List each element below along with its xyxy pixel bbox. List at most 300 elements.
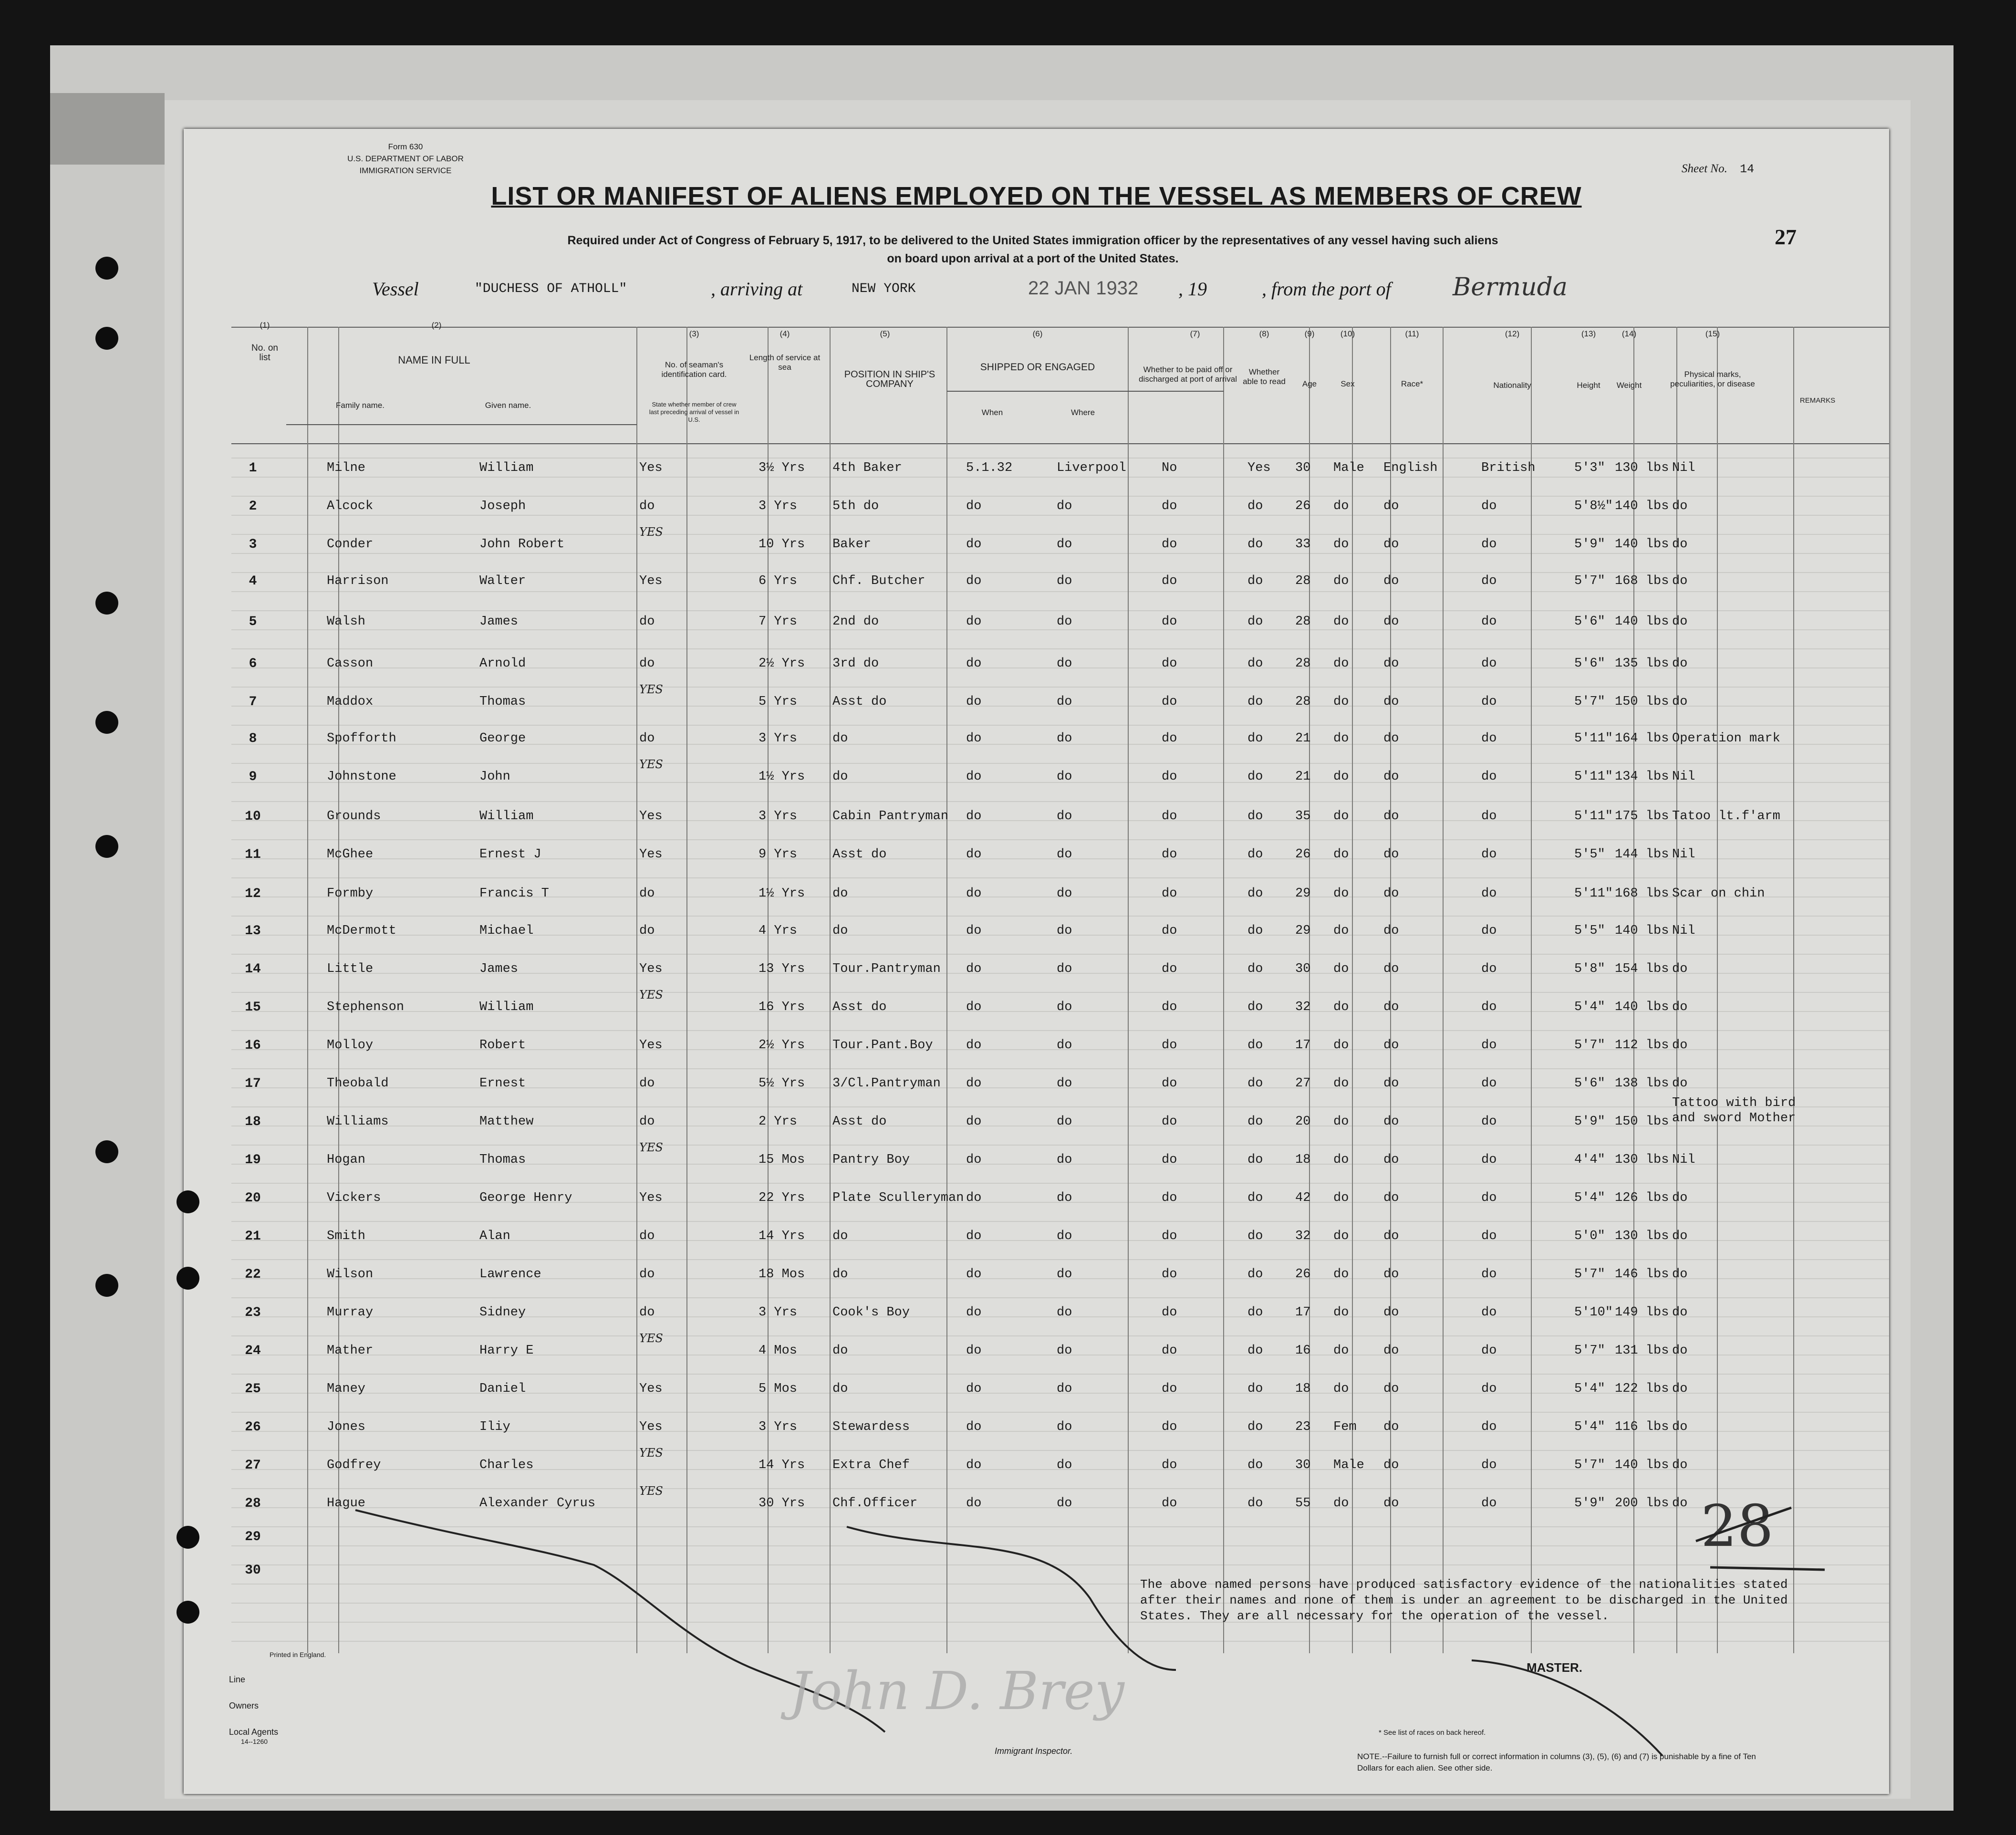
binder-hole bbox=[95, 1274, 118, 1297]
cell-nationality: do bbox=[1481, 886, 1497, 901]
owners-label: Owners bbox=[229, 1701, 259, 1710]
cell-given-name: Robert bbox=[479, 1038, 526, 1053]
cell-given-name: Lawrence bbox=[479, 1267, 541, 1282]
row-number: 13 bbox=[245, 924, 261, 938]
local-agents-label: Local Agents bbox=[229, 1727, 279, 1737]
cell-family-name: Williams bbox=[327, 1115, 389, 1129]
cell-height: 5'7" bbox=[1574, 1267, 1605, 1282]
cell-shipped-where: do bbox=[1057, 1191, 1072, 1205]
cell-shipped-where: do bbox=[1057, 1420, 1072, 1434]
cell-age: 30 bbox=[1295, 1458, 1311, 1472]
cell-length-of-service: 2 Yrs bbox=[759, 1115, 798, 1129]
cell-height: 5'4" bbox=[1574, 1191, 1605, 1205]
cell-given-name: Walter bbox=[479, 574, 526, 588]
col-13-number: (13) bbox=[1581, 329, 1596, 338]
cell-race: do bbox=[1383, 1229, 1399, 1243]
col-11-number: (11) bbox=[1405, 329, 1419, 338]
cell-sex: do bbox=[1333, 615, 1349, 629]
cell-shipped-where: do bbox=[1057, 1458, 1072, 1472]
cell-height: 5'3" bbox=[1574, 461, 1605, 475]
cell-race: do bbox=[1383, 1420, 1399, 1434]
cell-height: 5'11" bbox=[1574, 731, 1613, 746]
cell-family-name: Mather bbox=[327, 1344, 374, 1358]
cell-weight: 175 lbs bbox=[1615, 809, 1669, 824]
cell-given-name: Ernest bbox=[479, 1076, 526, 1091]
cell-family-name: Wilson bbox=[327, 1267, 374, 1282]
cell-race: do bbox=[1383, 770, 1399, 784]
col-6-number: (6) bbox=[1032, 329, 1043, 338]
cell-position: Stewardess bbox=[832, 1420, 910, 1434]
col-12-header: Nationality bbox=[1493, 381, 1531, 390]
cell-sex: do bbox=[1333, 770, 1349, 784]
col-8-number: (8) bbox=[1259, 329, 1269, 338]
cell-sex: do bbox=[1333, 924, 1349, 938]
cell-length-of-service: 3 Yrs bbox=[759, 1305, 798, 1320]
cell-seaman-card: do bbox=[639, 1305, 655, 1320]
cell-race: do bbox=[1383, 1191, 1399, 1205]
cell-age: 42 bbox=[1295, 1191, 1311, 1205]
cell-weight: 130 lbs bbox=[1615, 1229, 1669, 1243]
cell-given-name: William bbox=[479, 809, 534, 824]
cell-physical-marks: do bbox=[1672, 1382, 1688, 1396]
cell-able-to-read: do bbox=[1247, 1496, 1263, 1511]
cell-weight: 126 lbs bbox=[1615, 1191, 1669, 1205]
cell-physical-marks: do bbox=[1672, 657, 1688, 671]
cell-family-name: Hogan bbox=[327, 1153, 366, 1167]
page-number: 27 bbox=[1775, 225, 1797, 249]
cell-nationality: British bbox=[1481, 461, 1536, 475]
row-number: 3 bbox=[249, 537, 257, 552]
cell-shipped-when: 5.1.32 bbox=[966, 461, 1013, 475]
cell-given-name: John Robert bbox=[479, 537, 565, 552]
cell-shipped-where: do bbox=[1057, 962, 1072, 976]
cell-shipped-when: do bbox=[966, 537, 982, 552]
cell-sex: do bbox=[1333, 847, 1349, 862]
row-number: 2 bbox=[249, 499, 257, 514]
cell-weight: 138 lbs bbox=[1615, 1076, 1669, 1091]
cell-family-name: Hague bbox=[327, 1496, 366, 1511]
col-2-header: NAME IN FULL bbox=[398, 354, 470, 366]
cell-family-name: McDermott bbox=[327, 924, 396, 938]
cell-seaman-card: YES bbox=[639, 1484, 663, 1498]
cell-family-name: Casson bbox=[327, 657, 374, 671]
binder-hole bbox=[95, 327, 118, 350]
cell-shipped-when: do bbox=[966, 615, 982, 629]
cell-age: 26 bbox=[1295, 499, 1311, 513]
cell-able-to-read: do bbox=[1247, 695, 1263, 709]
year-prefix: , 19 bbox=[1178, 278, 1207, 300]
cell-shipped-when: do bbox=[966, 1115, 982, 1129]
row-number: 20 bbox=[245, 1191, 261, 1206]
cell-seaman-card: do bbox=[639, 499, 655, 513]
cell-family-name: Milne bbox=[327, 461, 366, 475]
col-6a-header: When bbox=[981, 408, 1003, 417]
cell-age: 26 bbox=[1295, 847, 1311, 862]
row-number: 17 bbox=[245, 1076, 261, 1091]
row-number: 12 bbox=[245, 886, 261, 901]
cell-race: do bbox=[1383, 615, 1399, 629]
penalty-note: NOTE.--Failure to furnish full or correct information in columns (3), (5), (6) and (7) is punishable by a fine of Ten Dollars for each alien. See other side. bbox=[1357, 1752, 1756, 1772]
cell-shipped-when: do bbox=[966, 1344, 982, 1358]
cell-shipped-where: do bbox=[1057, 537, 1072, 552]
cell-physical-marks: do bbox=[1672, 1344, 1688, 1358]
cell-nationality: do bbox=[1481, 1191, 1497, 1205]
cell-position: Chf.Officer bbox=[832, 1496, 918, 1511]
cell-weight: 150 lbs bbox=[1615, 1115, 1669, 1129]
inspector-signature: John D. Brey bbox=[790, 1660, 1124, 1721]
cell-able-to-read: do bbox=[1247, 499, 1263, 513]
department-name: U.S. DEPARTMENT OF LABOR bbox=[347, 154, 464, 163]
binder-hole bbox=[95, 257, 118, 280]
cell-paid-off: do bbox=[1162, 1115, 1177, 1129]
cell-paid-off: do bbox=[1162, 809, 1177, 824]
cell-shipped-where: do bbox=[1057, 924, 1072, 938]
cell-able-to-read: do bbox=[1247, 731, 1263, 746]
cell-seaman-card: do bbox=[639, 924, 655, 938]
cell-nationality: do bbox=[1481, 1267, 1497, 1282]
cell-shipped-where: do bbox=[1057, 1344, 1072, 1358]
cell-race: do bbox=[1383, 1344, 1399, 1358]
cell-able-to-read: do bbox=[1247, 962, 1263, 976]
cell-given-name: Matthew bbox=[479, 1115, 534, 1129]
cell-seaman-card: Yes bbox=[639, 962, 663, 976]
cell-able-to-read: do bbox=[1247, 1344, 1263, 1358]
cell-position: Extra Chef bbox=[832, 1458, 910, 1472]
binder-hole bbox=[177, 1601, 199, 1624]
cell-nationality: do bbox=[1481, 574, 1497, 588]
sheet-number-value: 14 bbox=[1740, 162, 1755, 176]
cell-shipped-when: do bbox=[966, 574, 982, 588]
cell-height: 5'8½" bbox=[1574, 499, 1613, 513]
cell-position: Tour.Pantryman bbox=[832, 962, 941, 976]
cell-able-to-read: Yes bbox=[1247, 461, 1271, 475]
cell-age: 17 bbox=[1295, 1038, 1311, 1053]
cell-paid-off: do bbox=[1162, 1229, 1177, 1243]
cell-height: 5'7" bbox=[1574, 1458, 1605, 1472]
row-number: 14 bbox=[245, 962, 261, 977]
cell-position: do bbox=[832, 1382, 848, 1396]
cell-position: Baker bbox=[832, 537, 872, 552]
cell-able-to-read: do bbox=[1247, 1038, 1263, 1053]
cell-weight: 112 lbs bbox=[1615, 1038, 1669, 1053]
cell-length-of-service: 6 Yrs bbox=[759, 574, 798, 588]
cell-race: do bbox=[1383, 847, 1399, 862]
cell-paid-off: do bbox=[1162, 499, 1177, 513]
cell-given-name: Iliy bbox=[479, 1420, 510, 1434]
cell-paid-off: do bbox=[1162, 1000, 1177, 1014]
row-number: 5 bbox=[249, 615, 257, 629]
cell-family-name: Smith bbox=[327, 1229, 366, 1243]
cell-weight: 140 lbs bbox=[1615, 924, 1669, 938]
cell-race: do bbox=[1383, 1153, 1399, 1167]
vessel-label: Vessel bbox=[372, 278, 419, 300]
cell-seaman-card: YES bbox=[639, 758, 663, 771]
row-number: 21 bbox=[245, 1229, 261, 1244]
cell-seaman-card: do bbox=[639, 657, 655, 671]
cell-physical-marks: Nil bbox=[1672, 1153, 1695, 1167]
cell-physical-marks: Nil bbox=[1672, 461, 1695, 475]
cell-length-of-service: 3 Yrs bbox=[759, 731, 798, 746]
cell-nationality: do bbox=[1481, 1344, 1497, 1358]
cell-nationality: do bbox=[1481, 1458, 1497, 1472]
cell-age: 28 bbox=[1295, 657, 1311, 671]
cell-length-of-service: 15 Mos bbox=[759, 1153, 805, 1167]
cell-position: Asst do bbox=[832, 1000, 887, 1014]
cell-age: 18 bbox=[1295, 1382, 1311, 1396]
cell-family-name: Harrison bbox=[327, 574, 389, 588]
col-4-number: (4) bbox=[779, 329, 790, 338]
cell-physical-marks: Scar on chin bbox=[1672, 886, 1765, 901]
row-number: 16 bbox=[245, 1038, 261, 1053]
cell-height: 5'5" bbox=[1574, 924, 1605, 938]
manifest-grid bbox=[231, 327, 1889, 1653]
cell-shipped-when: do bbox=[966, 1076, 982, 1091]
cell-physical-marks: do bbox=[1672, 1267, 1688, 1282]
cell-length-of-service: 22 Yrs bbox=[759, 1191, 805, 1205]
col-13-header: Height bbox=[1577, 381, 1600, 390]
cell-race: do bbox=[1383, 657, 1399, 671]
cell-race: do bbox=[1383, 731, 1399, 746]
cell-seaman-card: do bbox=[639, 1115, 655, 1129]
cell-height: 5'6" bbox=[1574, 615, 1605, 629]
row-number: 27 bbox=[245, 1458, 261, 1473]
binder-hole bbox=[177, 1190, 199, 1213]
cell-height: 5'7" bbox=[1574, 1038, 1605, 1053]
cell-family-name: Murray bbox=[327, 1305, 374, 1320]
form-code: 14--1260 bbox=[241, 1738, 268, 1745]
cell-shipped-where: do bbox=[1057, 1000, 1072, 1014]
cell-age: 17 bbox=[1295, 1305, 1311, 1320]
cell-physical-marks: do bbox=[1672, 1229, 1688, 1243]
cell-position: 5th do bbox=[832, 499, 879, 513]
cell-position: do bbox=[832, 731, 848, 746]
cell-seaman-card: do bbox=[639, 886, 655, 901]
cell-sex: Male bbox=[1333, 1458, 1364, 1472]
cell-given-name: William bbox=[479, 1000, 534, 1014]
col-7-number: (7) bbox=[1190, 329, 1200, 338]
remarks-header: REMARKS bbox=[1799, 396, 1836, 405]
cell-race: do bbox=[1383, 809, 1399, 824]
cell-nationality: do bbox=[1481, 809, 1497, 824]
cell-paid-off: do bbox=[1162, 924, 1177, 938]
cell-seaman-card: do bbox=[639, 615, 655, 629]
subtitle-line-1: Required under Act of Congress of February 5, 1917, to be delivered to the United States immigration officer by the representatives of any vessel having such aliens bbox=[567, 234, 1498, 247]
cell-nationality: do bbox=[1481, 847, 1497, 862]
cell-age: 23 bbox=[1295, 1420, 1311, 1434]
cell-age: 33 bbox=[1295, 537, 1311, 552]
cell-shipped-where: do bbox=[1057, 499, 1072, 513]
col-15-number: (15) bbox=[1705, 329, 1720, 338]
master-label: MASTER. bbox=[1527, 1660, 1582, 1675]
cell-family-name: Walsh bbox=[327, 615, 366, 629]
cell-age: 27 bbox=[1295, 1076, 1311, 1091]
cell-able-to-read: do bbox=[1247, 924, 1263, 938]
cell-shipped-when: do bbox=[966, 770, 982, 784]
row-number: 18 bbox=[245, 1115, 261, 1129]
cell-given-name: Francis T bbox=[479, 886, 549, 901]
cell-sex: Male bbox=[1333, 461, 1364, 475]
cell-weight: 149 lbs bbox=[1615, 1305, 1669, 1320]
cell-sex: do bbox=[1333, 1191, 1349, 1205]
cell-length-of-service: 16 Yrs bbox=[759, 1000, 805, 1014]
cell-age: 32 bbox=[1295, 1229, 1311, 1243]
cell-sex: do bbox=[1333, 1076, 1349, 1091]
col-11-header: Race* bbox=[1401, 379, 1424, 388]
cell-seaman-card: YES bbox=[639, 1332, 663, 1345]
cell-shipped-when: do bbox=[966, 657, 982, 671]
cell-nationality: do bbox=[1481, 1038, 1497, 1053]
row-number: 22 bbox=[245, 1267, 261, 1282]
cell-weight: 131 lbs bbox=[1615, 1344, 1669, 1358]
races-note: * See list of races on back hereof. bbox=[1379, 1729, 1486, 1737]
cell-position: Asst do bbox=[832, 1115, 887, 1129]
cell-length-of-service: 3½ Yrs bbox=[759, 461, 805, 475]
cell-paid-off: do bbox=[1162, 574, 1177, 588]
col-10-number: (10) bbox=[1340, 329, 1355, 338]
cell-race: do bbox=[1383, 1496, 1399, 1511]
cell-able-to-read: do bbox=[1247, 770, 1263, 784]
cell-length-of-service: 10 Yrs bbox=[759, 537, 805, 552]
cell-physical-marks: Nil bbox=[1672, 770, 1695, 784]
cell-paid-off: do bbox=[1162, 615, 1177, 629]
binder-hole bbox=[95, 1140, 118, 1163]
cell-length-of-service: 3 Yrs bbox=[759, 499, 798, 513]
row-number: 24 bbox=[245, 1344, 261, 1358]
cell-position: 2nd do bbox=[832, 615, 879, 629]
cell-given-name: Alexander Cyrus bbox=[479, 1496, 596, 1511]
page-title: LIST OR MANIFEST OF ALIENS EMPLOYED ON THE VESSEL AS MEMBERS OF CREW bbox=[491, 182, 1582, 210]
cell-family-name: Jones bbox=[327, 1420, 366, 1434]
cell-seaman-card: do bbox=[639, 731, 655, 746]
cell-weight: 200 lbs bbox=[1615, 1496, 1669, 1511]
cell-sex: Fem bbox=[1333, 1420, 1357, 1434]
cell-race: English bbox=[1383, 461, 1438, 475]
cell-position: do bbox=[832, 886, 848, 901]
cell-shipped-where: do bbox=[1057, 1382, 1072, 1396]
cell-physical-marks: do bbox=[1672, 1038, 1688, 1053]
cell-sex: do bbox=[1333, 1305, 1349, 1320]
col-6b-header: Where bbox=[1070, 408, 1095, 417]
cell-weight: 122 lbs bbox=[1615, 1382, 1669, 1396]
cell-shipped-where: do bbox=[1057, 886, 1072, 901]
cell-given-name: Harry E bbox=[479, 1344, 534, 1358]
cell-height: 5'11" bbox=[1574, 770, 1613, 784]
cell-given-name: Joseph bbox=[479, 499, 526, 513]
cell-length-of-service: 5½ Yrs bbox=[759, 1076, 805, 1091]
cell-race: do bbox=[1383, 1267, 1399, 1282]
cell-shipped-where: do bbox=[1057, 1076, 1072, 1091]
col-3-header: No. of seaman's identification card. bbox=[661, 360, 727, 379]
cell-age: 20 bbox=[1295, 1115, 1311, 1129]
cell-shipped-where: do bbox=[1057, 1038, 1072, 1053]
binder-hole bbox=[95, 835, 118, 858]
cell-age: 30 bbox=[1295, 461, 1311, 475]
cell-physical-marks: do bbox=[1672, 574, 1688, 588]
cell-height: 5'4" bbox=[1574, 1000, 1605, 1014]
cell-age: 21 bbox=[1295, 731, 1311, 746]
cell-position: Plate Sculleryman bbox=[832, 1191, 964, 1205]
cell-able-to-read: do bbox=[1247, 809, 1263, 824]
cell-position: 3/Cl.Pantryman bbox=[832, 1076, 941, 1091]
cell-age: 18 bbox=[1295, 1153, 1311, 1167]
cell-able-to-read: do bbox=[1247, 1076, 1263, 1091]
cell-able-to-read: do bbox=[1247, 1153, 1263, 1167]
cell-nationality: do bbox=[1481, 770, 1497, 784]
cell-able-to-read: do bbox=[1247, 1420, 1263, 1434]
cell-nationality: do bbox=[1481, 657, 1497, 671]
cell-race: do bbox=[1383, 1115, 1399, 1129]
cell-seaman-card: Yes bbox=[639, 461, 663, 475]
cell-given-name: Michael bbox=[479, 924, 534, 938]
cell-paid-off: do bbox=[1162, 1153, 1177, 1167]
cell-sex: do bbox=[1333, 1115, 1349, 1129]
cell-race: do bbox=[1383, 1458, 1399, 1472]
cell-shipped-when: do bbox=[966, 1382, 982, 1396]
cell-length-of-service: 14 Yrs bbox=[759, 1458, 805, 1472]
cell-seaman-card: YES bbox=[639, 525, 663, 539]
cell-paid-off: do bbox=[1162, 1382, 1177, 1396]
cell-sex: do bbox=[1333, 1382, 1349, 1396]
cell-shipped-where: do bbox=[1057, 615, 1072, 629]
cell-sex: do bbox=[1333, 962, 1349, 976]
cell-seaman-card: YES bbox=[639, 683, 663, 696]
cell-shipped-when: do bbox=[966, 1153, 982, 1167]
cell-age: 16 bbox=[1295, 1344, 1311, 1358]
cell-physical-marks: do bbox=[1672, 1000, 1688, 1014]
cell-paid-off: do bbox=[1162, 1267, 1177, 1282]
row-number: 19 bbox=[245, 1153, 261, 1168]
cell-position: Chf. Butcher bbox=[832, 574, 925, 588]
cell-age: 29 bbox=[1295, 924, 1311, 938]
cell-sex: do bbox=[1333, 886, 1349, 901]
cell-length-of-service: 9 Yrs bbox=[759, 847, 798, 862]
cell-paid-off: do bbox=[1162, 1496, 1177, 1511]
cell-shipped-when: do bbox=[966, 886, 982, 901]
cell-shipped-when: do bbox=[966, 695, 982, 709]
cell-sex: do bbox=[1333, 1000, 1349, 1014]
cell-paid-off: do bbox=[1162, 537, 1177, 552]
cell-length-of-service: 30 Yrs bbox=[759, 1496, 805, 1511]
cell-physical-marks: do bbox=[1672, 1496, 1688, 1511]
cell-given-name: Thomas bbox=[479, 1153, 526, 1167]
row-number: 6 bbox=[249, 657, 257, 671]
col-2a-header: Family name. bbox=[335, 401, 385, 410]
cell-sex: do bbox=[1333, 537, 1349, 552]
cell-shipped-where: do bbox=[1057, 731, 1072, 746]
cell-seaman-card: do bbox=[639, 1229, 655, 1243]
cell-weight: 140 lbs bbox=[1615, 615, 1669, 629]
cell-weight: 168 lbs bbox=[1615, 886, 1669, 901]
cell-paid-off: do bbox=[1162, 1076, 1177, 1091]
col-3-note: State whether member of crew last preceding arrival of vessel in U.S. bbox=[649, 401, 739, 423]
sheet-number-label: Sheet No. bbox=[1682, 162, 1727, 175]
cell-shipped-where: do bbox=[1057, 1115, 1072, 1129]
binder-hole bbox=[95, 711, 118, 734]
col-8-header: Whether able to read bbox=[1243, 367, 1286, 386]
cell-seaman-card: Yes bbox=[639, 809, 663, 824]
row-number: 29 bbox=[245, 1530, 261, 1544]
vessel-line bbox=[184, 273, 1889, 306]
row-number: 4 bbox=[249, 574, 257, 589]
cell-race: do bbox=[1383, 962, 1399, 976]
cell-sex: do bbox=[1333, 1153, 1349, 1167]
cell-weight: 130 lbs bbox=[1615, 461, 1669, 475]
cell-given-name: William bbox=[479, 461, 534, 475]
cell-shipped-where: do bbox=[1057, 1153, 1072, 1167]
cell-family-name: Grounds bbox=[327, 809, 381, 824]
cell-able-to-read: do bbox=[1247, 574, 1263, 588]
cell-family-name: Theobald bbox=[327, 1076, 389, 1091]
